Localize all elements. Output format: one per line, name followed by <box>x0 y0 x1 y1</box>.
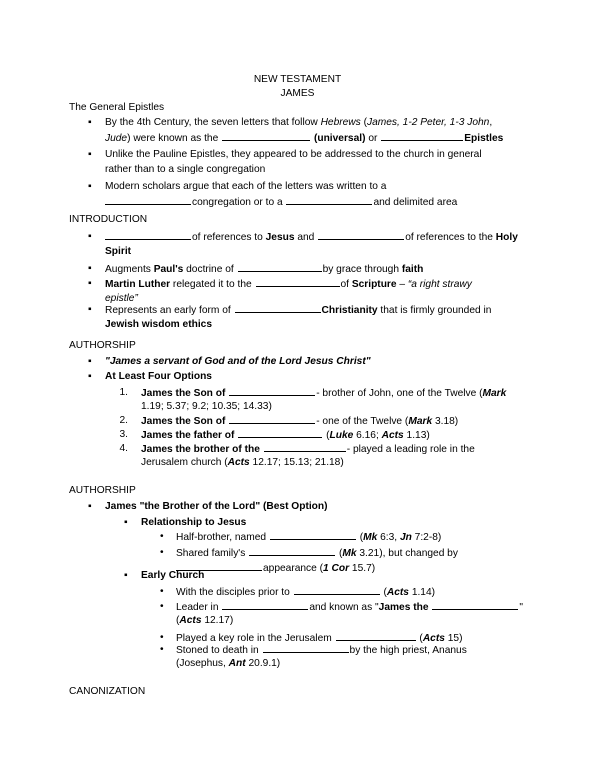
blank-line <box>222 599 308 610</box>
blank-line <box>249 545 335 556</box>
bullet-icon: ▪ <box>88 117 92 128</box>
bullet-dot-icon: • <box>160 531 164 542</box>
blank-line <box>294 584 380 595</box>
document-page: NEW TESTAMENT JAMES The General Epistles ▪ By the 4th Century, the seven letters that follow Hebrews (James, 1-2 Peter, 1-3 John, Jude) were known as the (universal) or Epistles ▪ Unlike the Pauline Epistles, they appeared to be addressed to the church in general rather than to a single congregation ▪ Modern scholars argue that each of the letters was written to a congregation or to a and delimited area INTRODUCTION ▪ of references to Jesus and of references to the Holy Spirit ▪ Augments Paul's doctrine of by grace through faith ▪ Martin Luther relegated it to the of Scripture – “a right strawy epistle” ▪ Represents an early form of Christianity that is firmly grounded in Jewish wisdom ethics AUTHORSHIP ▪ "James a servant of God and of the Lord Jesus Christ" ▪ At Least Four Options 1. James the Son of - brother of John, one of the Twelve (Mark 1.19; 5.37; 9.2; 10.35; 14.33) 2. James the Son of - one of the Twelve (Mark 3.18) 3. James the father of (Luke 6.16; Acts 1.13) 4. James the brother of the - played a leading role in the Jerusalem church (Acts 12.17; 15.13; 21.18) AUTHORSHIP ▪ James "the Brother of the Lord" (Best Option) ▪ Relationship to Jesus • Half-brother, named (Mk 6:3, Jn 7:2-8) • Shared family's (Mk 3.21), but changed by appearance (1 Cor 15.7) ▪ Early Church • With the disciples prior to (Acts 1.14) • Leader in and known as "James the " (Acts 12.17) • Played a key role in the Jerusalem (Acts 15) • Stoned to death in by the high priest, Ananus (Josephus, Ant 20.9.1) CANONIZATION <box>0 0 595 770</box>
blank-line <box>381 130 463 141</box>
bullet-icon: ▪ <box>88 181 92 192</box>
blank-line <box>264 441 346 452</box>
bullet-icon: ▪ <box>124 517 128 528</box>
bullet-icon: ▪ <box>88 501 92 512</box>
bullet-dot-icon: • <box>160 547 164 558</box>
blank-line <box>318 229 404 240</box>
section-heading-canonization: CANONIZATION <box>69 686 146 697</box>
section-heading-introduction: INTRODUCTION <box>69 214 148 225</box>
bullet-icon: ▪ <box>88 231 92 242</box>
bullet-dot-icon: • <box>160 644 164 655</box>
page-title: NEW TESTAMENT <box>253 74 342 85</box>
section-heading-authorship: AUTHORSHIP <box>69 340 136 351</box>
bullet-icon: ▪ <box>88 278 92 289</box>
blank-line <box>270 529 356 540</box>
blank-line <box>238 427 322 438</box>
blank-line <box>229 385 315 396</box>
blank-line <box>256 276 340 287</box>
blank-line <box>336 630 416 641</box>
bullet-dot-icon: • <box>160 632 164 643</box>
bullet-icon: ▪ <box>88 356 92 367</box>
blank-line <box>238 261 322 272</box>
bullet-icon: ▪ <box>88 263 92 274</box>
section-heading-authorship-2: AUTHORSHIP <box>69 485 136 496</box>
bullet-icon: ▪ <box>88 304 92 315</box>
blank-line <box>286 194 372 205</box>
blank-line <box>105 229 191 240</box>
section-heading-general: The General Epistles <box>69 102 165 113</box>
blank-line <box>105 194 191 205</box>
blank-line <box>263 642 349 653</box>
blank-line <box>222 130 310 141</box>
bullet-icon: ▪ <box>88 149 92 160</box>
bullet-icon: ▪ <box>124 570 128 581</box>
bullet-dot-icon: • <box>160 586 164 597</box>
blank-line <box>229 413 315 424</box>
bullet-dot-icon: • <box>160 601 164 612</box>
bullet-icon: ▪ <box>88 371 92 382</box>
blank-line <box>432 599 518 610</box>
blank-line <box>235 302 321 313</box>
page-subtitle: JAMES <box>280 88 315 99</box>
